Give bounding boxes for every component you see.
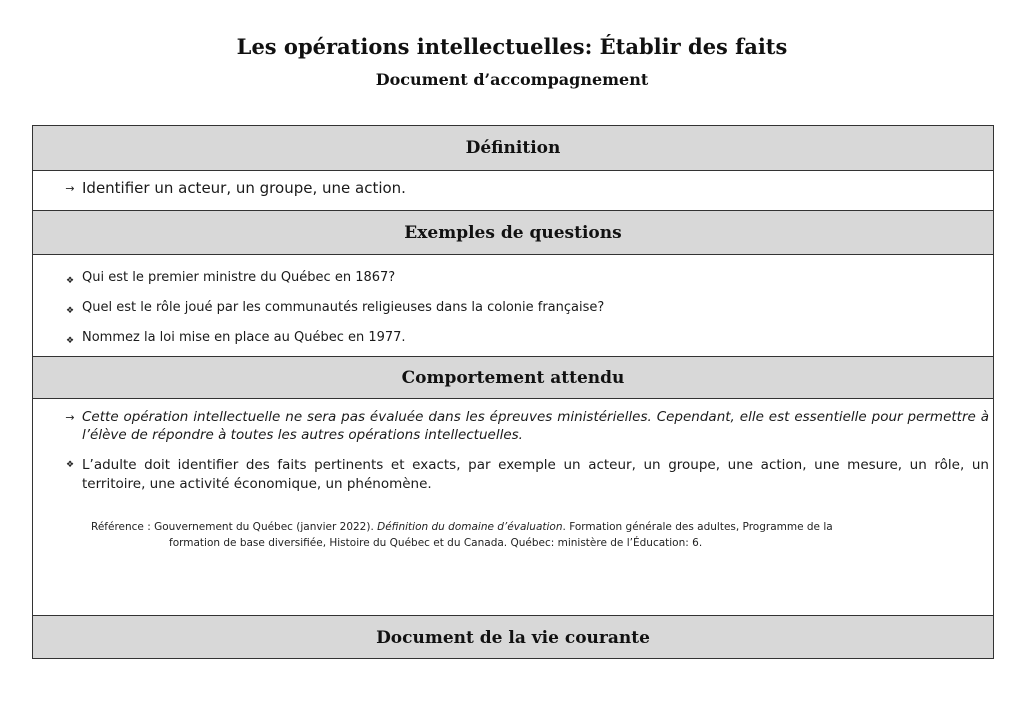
arrow-bullet-icon: → bbox=[65, 411, 75, 424]
behaviour-heading: Comportement attendu bbox=[33, 356, 993, 399]
definition-heading: Définition bbox=[33, 126, 993, 171]
question-text: Quel est le rôle joué par les communautés religieuses dans la colonie française? bbox=[82, 300, 605, 315]
diamond-bullet-icon: ❖ bbox=[65, 306, 75, 316]
document-heading: Document de la vie courante bbox=[33, 615, 993, 659]
list-item bbox=[58, 270, 993, 289]
diamond-bullet-icon: ❖ bbox=[65, 276, 75, 286]
behaviour-section bbox=[33, 399, 993, 615]
reference-note bbox=[91, 519, 971, 551]
question-text: Nommez la loi mise en place au Québec en 1977. bbox=[82, 330, 406, 345]
diamond-bullet-icon: ❖ bbox=[65, 460, 75, 470]
questions-section bbox=[33, 255, 993, 356]
questions-heading: Exemples de questions bbox=[33, 210, 993, 255]
reference-title: Définition du domaine d’évaluation bbox=[377, 521, 563, 533]
page-title: Les opérations intellectuelles: Établir des faits bbox=[236, 34, 788, 59]
behaviour-note: Cette opération intellectuelle ne sera pas évaluée dans les épreuves ministérielles. Cependant, elle est essentielle pour permettre à l’élève de répondre à toutes les autres opérations intellectuelles. bbox=[82, 409, 989, 443]
content-table bbox=[32, 125, 994, 659]
page-subtitle: Document d’accompagnement bbox=[375, 70, 649, 89]
arrow-bullet-icon: → bbox=[65, 182, 75, 195]
list-item bbox=[58, 300, 993, 319]
definition-text: Identifier un acteur, un groupe, une action. bbox=[82, 179, 406, 197]
list-item bbox=[58, 330, 993, 349]
definition-section bbox=[33, 171, 993, 210]
diamond-bullet-icon: ❖ bbox=[65, 336, 75, 346]
behaviour-expectation: L’adulte doit identifier des faits pertinents et exacts, par exemple un acteur, un groupe, une action, une mesure, un rôle, un territoire, une activité économique, un phénomène. bbox=[82, 457, 989, 492]
list-item bbox=[58, 408, 993, 444]
question-text: Qui est le premier ministre du Québec en 1867? bbox=[82, 270, 396, 285]
list-item bbox=[58, 456, 993, 494]
reference-line-1: Référence : Gouvernement du Québec (janvier 2022). Définition du domaine d’évaluation. Formation générale des adultes, Programme de la bbox=[91, 521, 833, 533]
reference-line-2: formation de base diversifiée, Histoire du Québec et du Canada. Québec: ministère de l’Éducation: 6. bbox=[169, 537, 703, 549]
